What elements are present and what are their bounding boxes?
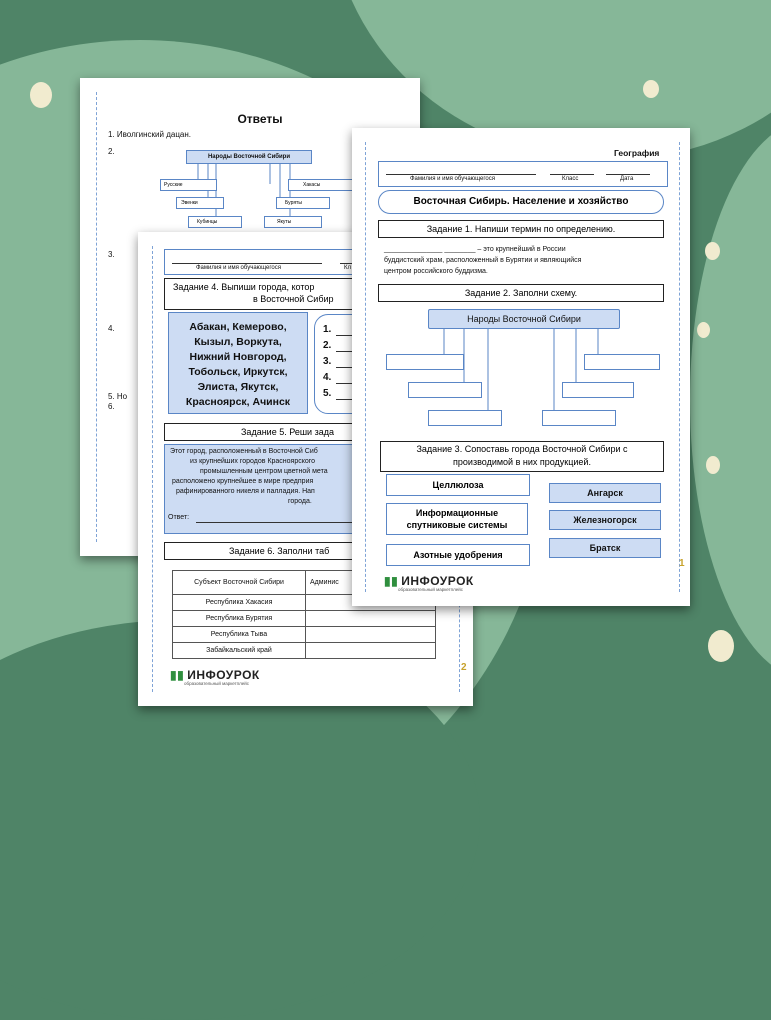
table-header: Субъект Восточной Сибири [173, 571, 306, 595]
city-line: Тобольск, Иркутск, [188, 366, 288, 378]
product-label-line: Информационные [415, 508, 499, 518]
scheme-answer-box[interactable] [408, 382, 482, 398]
answer-number: 1. [323, 324, 332, 335]
people-label: Кубинцы [197, 219, 218, 225]
answers-people-box [188, 216, 242, 228]
name-caption: Фамилия и имя обучающегося [410, 176, 496, 182]
subject-label: География [614, 148, 660, 158]
answer-3-number: 3. [108, 250, 115, 259]
task2-title-text: Задание 2. Заполни схему. [464, 288, 578, 298]
page-number: 2 [461, 662, 467, 673]
city-box[interactable] [549, 483, 661, 503]
answers-title: Ответы [237, 112, 283, 126]
city-box[interactable] [549, 538, 661, 558]
infourok-logo-icon: ▮▮ [170, 668, 185, 682]
decor-dot [705, 242, 720, 260]
class-caption: Класс [562, 176, 579, 182]
answers-scheme-title-text: Народы Восточной Сибири [207, 154, 291, 160]
decor-dot [697, 322, 710, 338]
scheme-answer-box[interactable] [562, 382, 634, 398]
city-label: Братск [589, 543, 621, 553]
city-label: Железногорск [573, 515, 637, 525]
city-box[interactable] [549, 510, 661, 530]
table-cell: Забайкальский край [173, 643, 306, 659]
table-cell-empty[interactable] [306, 643, 436, 659]
worksheet-title-text: Восточная Сибирь. Население и хозяйство [413, 196, 629, 207]
people-label: Якуты [277, 219, 292, 225]
scheme-answer-box[interactable] [386, 354, 464, 370]
task5-text-line: расположено крупнейшее в мире предприя [172, 478, 314, 485]
decor-dot [643, 80, 659, 98]
answer-2-number: 2. [108, 147, 115, 156]
table-header: Админис [306, 571, 436, 595]
task6-title-text: Задание 6. Заполни таб [229, 546, 330, 556]
people-label: Русские [164, 182, 183, 188]
scheme-answer-box[interactable] [428, 410, 502, 426]
city-line: Элиста, Якутск, [197, 381, 279, 393]
people-label: Буряты [285, 200, 302, 206]
logo-text: ИНФОУРОК [187, 668, 260, 682]
city-label: Ангарск [587, 488, 623, 498]
decor-dot [30, 82, 52, 108]
table-cell-empty[interactable] [306, 611, 436, 627]
product-label: Азотные удобрения [413, 550, 503, 560]
table-cell-empty[interactable] [306, 627, 436, 643]
table-cell: Республика Бурятия [173, 611, 306, 627]
people-label: Хакасы [303, 182, 321, 188]
task3-title-line1: Задание 3. Сопоставь города Восточной Сибири с [416, 444, 628, 454]
decor-dot [708, 630, 734, 662]
answers-people-box [264, 216, 322, 228]
task4-title-line2: в Восточной Сибир [253, 294, 334, 304]
task5-text-line: из крупнейших городов Красноярского [190, 458, 316, 465]
answer-6-number: 6. [108, 402, 115, 411]
answer-5-text: Но [116, 392, 128, 401]
answer-1: 1. Иволгинский дацан. [108, 130, 191, 139]
background-blob-right [690, 120, 771, 680]
answer-4-number: 4. [108, 324, 115, 333]
infourok-logo [384, 574, 474, 592]
city-line: Красноярск, Ачинск [185, 396, 291, 408]
answer-5-number [108, 392, 127, 401]
answer-number: 3. [323, 356, 332, 367]
task1-text-line: _______________ ________ – это крупнейший в России [384, 246, 566, 253]
decor-dot [706, 456, 720, 474]
task5-text-line: города. [288, 498, 312, 505]
product-box[interactable] [386, 474, 530, 496]
infourok-logo [170, 668, 260, 686]
answers-people-box [176, 197, 224, 209]
task5-text-line: Этот город, расположенный в Восточной Сиб [170, 448, 318, 455]
answers-people-box [288, 179, 356, 191]
scheme-answer-box[interactable] [584, 354, 660, 370]
task1-text-line: буддистский храм, расположенный в Бурятии и являющийся [384, 257, 582, 264]
product-box[interactable] [386, 503, 528, 535]
product-box[interactable] [386, 544, 530, 566]
scheme-title-text: Народы Восточной Сибири [467, 314, 581, 324]
task5-title-text: Задание 5. Реши зада [241, 427, 334, 437]
answer-number: 5. [323, 388, 332, 399]
city-line: Кызыл, Воркута, [194, 336, 282, 348]
people-label: Эвенки [181, 200, 198, 206]
task1-text-line: центром российского буддизма. [384, 268, 488, 275]
task1-title-text: Задание 1. Напиши термин по определению. [426, 224, 616, 234]
task5-text-line: промышленным центром цветной мета [200, 468, 328, 475]
answers-people-box [276, 197, 330, 209]
logo-text: ИНФОУРОК [401, 574, 474, 588]
answer-number: 4. [323, 372, 332, 383]
answers-people-box [160, 179, 217, 191]
product-label-line: спутниковые системы [406, 520, 508, 530]
worksheet-page-1 [352, 128, 690, 606]
task3-title-line2: производимой в них продукцией. [453, 457, 591, 467]
city-line: Абакан, Кемерово, [189, 321, 287, 333]
page-number: 1 [679, 558, 685, 569]
answer-label: Ответ: [168, 514, 190, 521]
answer-5-label: 5. [108, 392, 115, 401]
logo-subtitle: образовательный маркетплейс [184, 681, 249, 686]
table-cell: Республика Хакасия [173, 595, 306, 611]
city-line: Нижний Новгород, [189, 351, 287, 363]
date-caption: Дата [620, 176, 634, 182]
answer-number: 2. [323, 340, 332, 351]
scheme-answer-box[interactable] [542, 410, 616, 426]
cities-list-box [168, 312, 308, 414]
name-caption: Фамилия и имя обучающегося [196, 265, 282, 271]
task3-title [380, 441, 664, 472]
logo-subtitle: образовательный маркетплейс [398, 587, 463, 592]
task5-text-line: рафинированного никеля и палладия. Нап [176, 488, 315, 495]
table-cell: Республика Тыва [173, 627, 306, 643]
class-caption: Кл [344, 265, 351, 271]
product-label: Целлюлоза [432, 480, 484, 490]
infourok-logo-icon: ▮▮ [384, 574, 399, 588]
task4-title-line1: Задание 4. Выпиши города, котор [173, 282, 315, 292]
